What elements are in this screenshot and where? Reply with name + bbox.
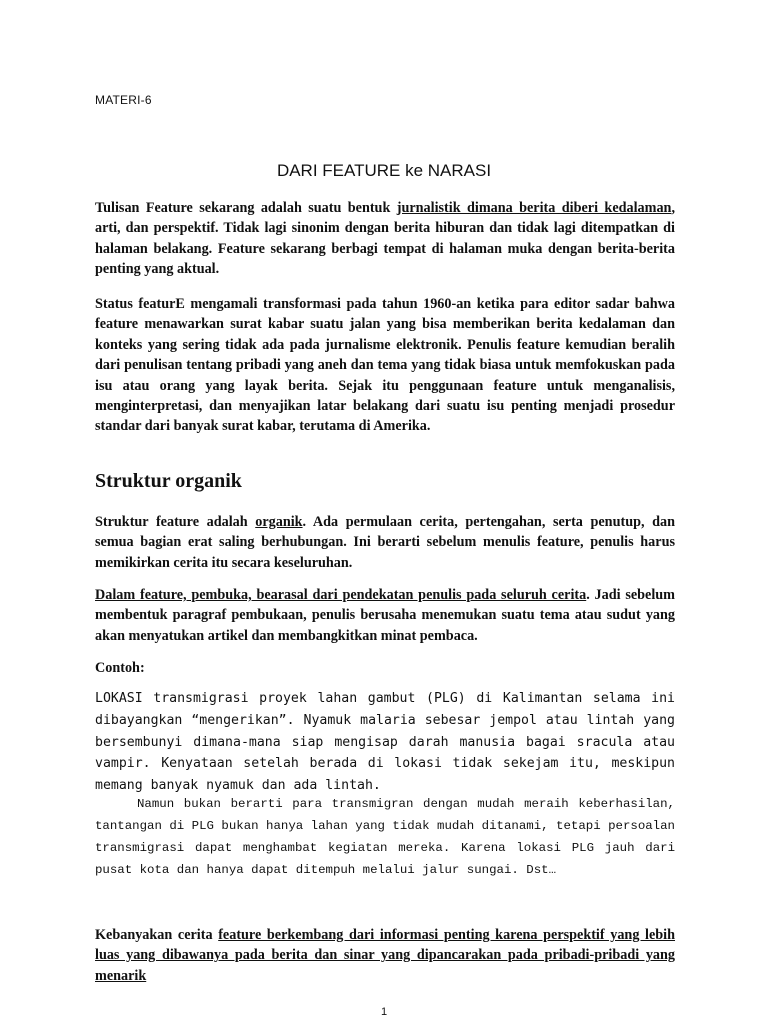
intro-p1-underlined: jurnalistik dimana berita diberi kedalaman: [396, 200, 672, 216]
closing-underlined: feature berkembang dari informasi penting karena perspektif yang lebih luas yang dibawanya pada berita dan sinar yang dipancarakan pada pribadi-pribadi yang menarik: [95, 927, 676, 984]
section-p2-text-b: . Jadi sebelum membentuk paragraf pembukaan, penulis berusaha menemukan suatu tema atau sudut yang akan menyatukan artikel dan membangkitkan minat pembaca.: [95, 587, 675, 644]
section-p1-text-a: Struktur feature adalah: [95, 514, 256, 530]
section-heading: Struktur organik: [95, 470, 242, 492]
section-paragraph-1: [95, 512, 675, 573]
section-p1-underlined: organik: [255, 514, 303, 530]
example-paragraph-1: LOKASI transmigrasi proyek lahan gambut (PLG) di Kalimantan selama ini dibayangkan “mengerikan”. Nyamuk malaria sebesar jempol atau lintah yang bersembunyi dimana-mana siap mengisap darah manusia bagai sracula atau vampir. Kenyataan setelah berada di lokasi tidak sekejam itu, meskipun memang banyak nyamuk dan ada lintah.: [95, 691, 675, 794]
document-title: DARI FEATURE ke NARASI: [276, 161, 492, 180]
intro-p1-text-b: , arti, dan perspektif. Tidak lagi sinonim dengan berita hiburan dan tidak lagi ditempatkan di halaman belakang. Feature sekarang berbagi tempat di halaman muka dengan berita-berita penting yang aktual.: [95, 200, 675, 278]
intro-p1-text-a: Tulisan Feature sekarang adalah suatu bentuk: [95, 200, 397, 216]
closing-paragraph: [95, 925, 675, 986]
closing-text-a: Kebanyakan cerita: [95, 927, 219, 943]
section-paragraph-2: [95, 585, 675, 646]
section-p2-underlined: Dalam feature, pembuka, bearasal dari pendekatan penulis pada seluruh cerita: [95, 587, 587, 603]
intro-paragraph-2: Status featurE mengamali transformasi pada tahun 1960-an ketika para editor sadar bahwa feature menawarkan surat kabar suatu jalan yang bisa memberikan berita kedalaman dan konteks yang sering tidak ada pada jurnalisme elektronik. Penulis feature kemudian beralih dari penulisan tentang pribadi yang aneh dan tema yang tidak biasa untuk memfokuskan pada isu atau orang yang layak berita. Sejak itu penggunaan feature untuk menganalisis, menginterpretasi, dan menyajikan latar belakang dari suatu isu penting menjadi prosedur standar dari banyak surat kabar, terutama di Amerika.: [95, 296, 675, 435]
example-label: Contoh:: [95, 660, 145, 676]
example-paragraph-2: Namun bukan berarti para transmigran dengan mudah meraih keberhasilan, tantangan di PLG bukan hanya lahan yang tidak mudah ditanami, tetapi persoalan transmigrasi dapat menghambat kegiatan mereka. Karena lokasi PLG jauh dari pusat kota dan hanya dapat ditempuh melalui jalur sungai. Dst…: [95, 797, 675, 877]
page-number: 1: [380, 1006, 388, 1018]
section-p1-text-b: . Ada permulaan cerita, pertengahan, serta penutup, dan semua bagian erat saling berhubungan. Ini berarti sebelum menulis feature, penulis harus memikirkan cerita itu secara keseluruhan.: [95, 514, 675, 571]
materi-label: MATERI-6: [95, 93, 152, 107]
intro-paragraph-1: [95, 198, 675, 280]
